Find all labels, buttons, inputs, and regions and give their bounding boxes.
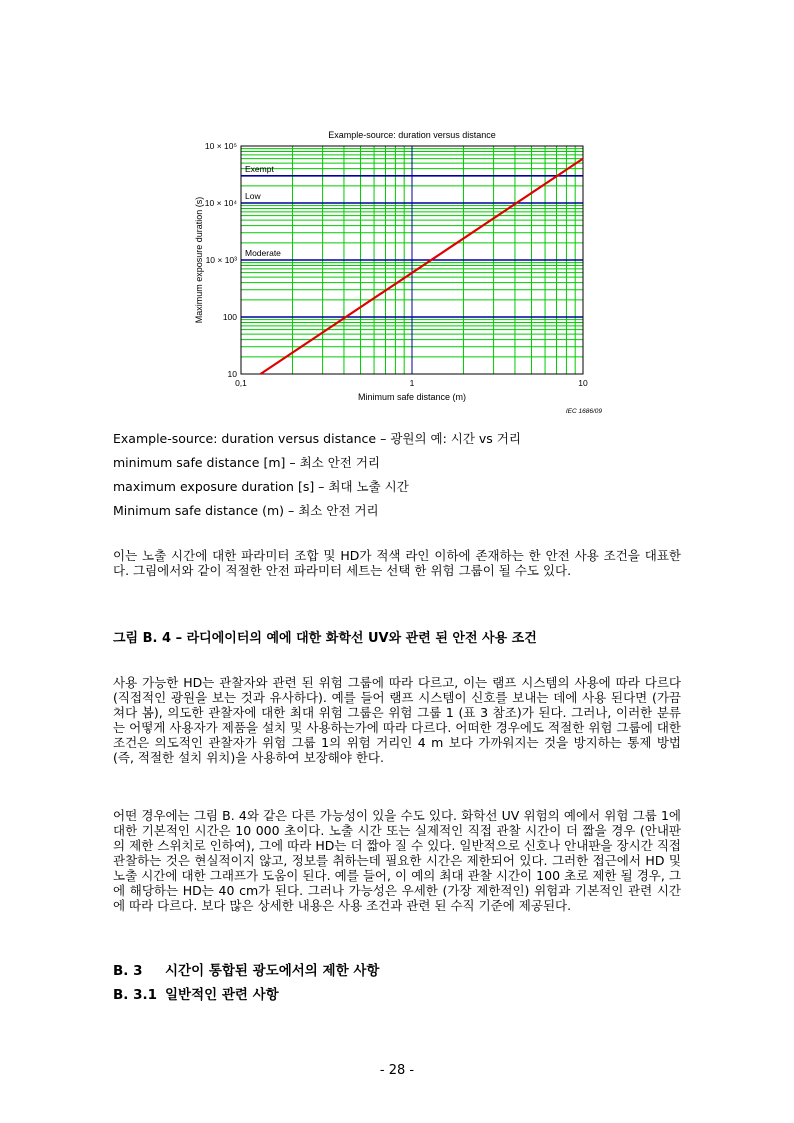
y-tick-label: 10 × 10³ — [205, 255, 237, 265]
band-label: Exempt — [245, 163, 274, 174]
y-tick-label: 10 — [227, 369, 237, 379]
glossary-item: maximum exposure duration [s] – 최대 노출 시간 — [113, 479, 409, 494]
x-tick-labels — [235, 378, 588, 388]
data-series — [260, 159, 583, 374]
section-title: 일반적인 관련 사항 — [165, 987, 279, 1003]
figure-caption: 그림 B. 4 – 라디에이터의 예에 대한 화학선 UV와 관련 된 안전 사용 조건 — [113, 631, 537, 646]
chart-title: Example-source: duration versus distance — [328, 130, 496, 140]
iec-credit: IEC 1686/09 — [565, 408, 602, 415]
band-label: Low — [245, 191, 261, 201]
duration-distance-chart — [185, 122, 615, 422]
x-axis-label: Minimum safe distance (m) — [357, 392, 467, 402]
section-heading-b3 — [113, 959, 379, 979]
section-number: B. 3.1 — [113, 987, 158, 1003]
red-limit-line — [260, 159, 583, 374]
glossary-item: Example-source: duration versus distance – 광원의 예: 시간 vs 거리 — [113, 431, 521, 446]
paragraph-safety-condition: 이는 노출 시간에 대한 파라미터 조합 및 HD가 적색 라인 이하에 존재하는 한 안전 사용 조건을 대표한다. 그림에서와 같이 적절한 안전 파라미터 세트는 선택 한 위험 그룹이 될 수도 있다. — [113, 548, 681, 578]
paragraph-observation-time: 어떤 경우에는 그림 B. 4와 같은 다른 가능성이 있을 수도 있다. 화학선 UV 위험의 예에서 위험 그룹 1에 대한 기본적인 시간은 10 000 초이다. 노출 시간 또는 실제적인 직접 관찰 시간이 더 짧을 경우 (안내판의 제한 스위치로 인하여), 그에 따라 HD는 더 짧아 질 수 있다. 일반적으로 신호나 안내판을 장시간 직접 관찰하는 것은 현실적이지 않고, 정보를 취하는데 필요한 시간은 제한되어 있다. 그러한 접근에서 HD 및 노출 시간에 대한 그래프가 도움이 된다. 예를 들어, 이 예의 최대 관찰 시간이 100 초로 제한 될 경우, 그에 해당하는 HD는 40 cm가 된다. 그러나 가능성은 우세한 (가장 제한적인) 위험과 기본적인 관련 시간에 따라 다르다. 보다 많은 상세한 내용은 사용 조건과 관련 된 수직 기준에 제공된다. — [113, 808, 681, 913]
glossary-item: Minimum safe distance (m) – 최소 안전 거리 — [113, 503, 379, 518]
section-heading-b3-1 — [113, 983, 279, 1003]
y-tick-label: 100 — [222, 312, 237, 322]
band-label: Moderate — [245, 248, 281, 258]
paragraph-hazard-distance: 사용 가능한 HD는 관찰자와 관련 된 위험 그룹에 따라 다르고, 이는 램프 시스템의 사용에 따라 다르다 (직접적인 광원을 보는 것과 유사하다). 예를 들어 램프 시스템이 신호를 보내는 데에 사용 된다면 (가끔 쳐다 봄), 의도한 관찰자에 대한 최대 위험 그룹은 위험 그룹 1 (표 3 참조)가 된다. 그러나, 이러한 분류는 어떻게 사용자가 제품을 설치 및 사용하는가에 따라 다르다. 어떠한 경우에도 적절한 위험 그룹에 대한 조건은 의도적인 관찰자가 위험 그룹 1의 위험 거리인 4 m 보다 가까워지는 것을 방지하는 통제 방법 (즉, 적절한 설치 위치)을 사용하여 보장해야 한다. — [113, 675, 681, 765]
x-tick-label: 10 — [578, 378, 588, 388]
glossary-item: minimum safe distance [m] – 최소 안전 거리 — [113, 455, 380, 470]
y-tick-label: 10 × 10⁵ — [204, 141, 237, 151]
section-title: 시간이 통합된 광도에서의 제한 사항 — [165, 963, 380, 979]
y-tick-labels — [205, 141, 238, 379]
x-tick-label: 0,1 — [235, 378, 247, 388]
y-axis-label: Maximum exposure duration (s) — [194, 196, 204, 324]
page-number: - 28 - — [379, 1063, 415, 1078]
y-tick-label: 10 × 10⁴ — [204, 198, 237, 208]
x-tick-label: 1 — [409, 378, 415, 388]
section-number: B. 3 — [113, 963, 143, 979]
